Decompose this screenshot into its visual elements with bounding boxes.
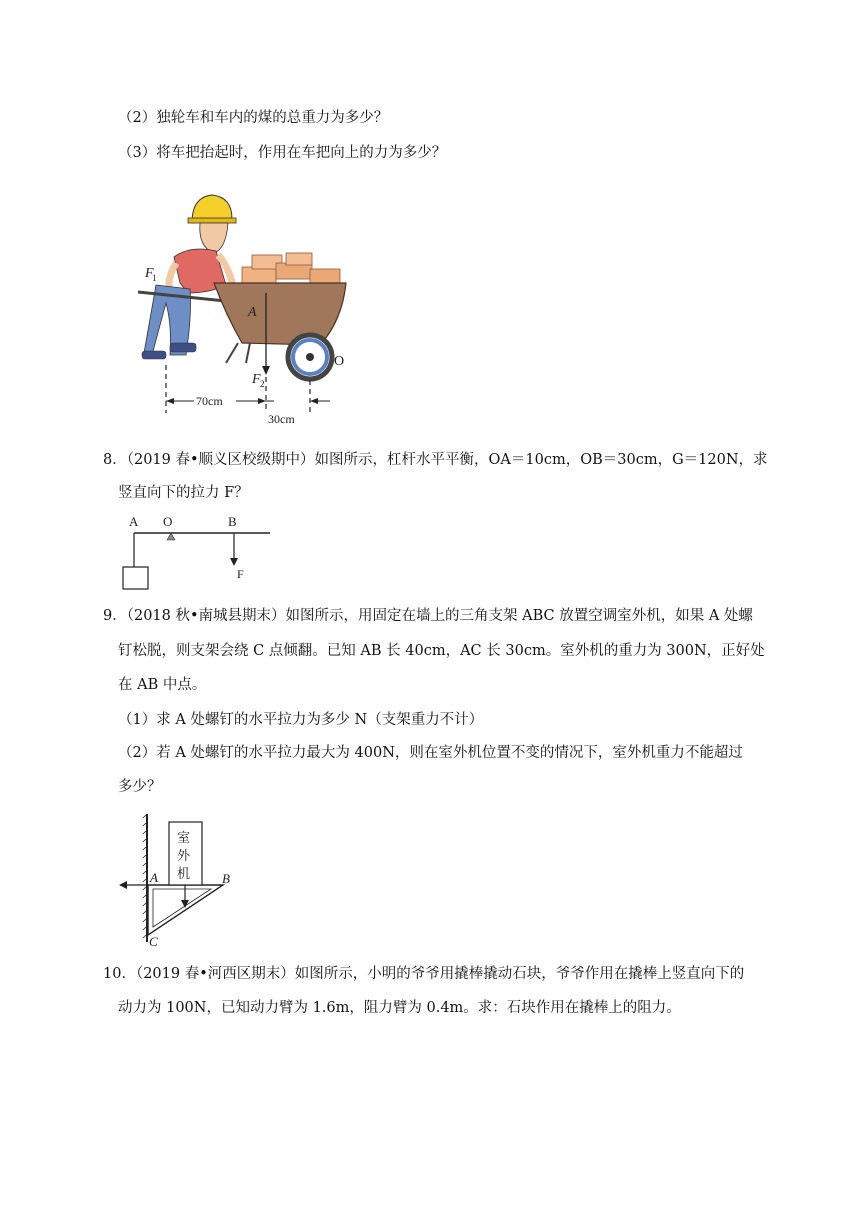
bracket-figure	[115, 810, 245, 950]
wheelbarrow-label-o: O	[334, 354, 345, 369]
q9-sub2b: 多少？	[118, 779, 162, 795]
lever-figure	[115, 512, 275, 592]
wheelbarrow-label-f2-sub: 2	[260, 379, 265, 389]
q9-sub2: （2）若 A 处螺钉的水平拉力最大为 400N，则在室外机位置不变的情况下，室外机重力不能超过	[118, 745, 743, 761]
q8-line2: 竖直向下的拉力 F？	[118, 485, 249, 501]
wheelbarrow-label-f1: F	[145, 266, 154, 281]
q9-line3: 在 AB 中点。	[118, 677, 207, 693]
wheelbarrow-dim-30: 30cm	[268, 412, 295, 426]
wheelbarrow-label-f2: F	[252, 372, 261, 387]
wheelbarrow-label-f1-sub: 1	[152, 273, 157, 283]
bracket-box-text-0: 室	[177, 830, 191, 845]
q9-line1: 9．（2018 秋•南城县期末）如图所示，用固定在墙上的三角支架 ABC 放置空调室外机，如果 A 处螺	[103, 608, 753, 624]
bracket-label-a: A	[150, 870, 158, 885]
bracket-box-text-2: 机	[177, 866, 191, 881]
lever-label-a: A	[129, 514, 139, 529]
wheelbarrow-figure	[130, 185, 370, 430]
q10-line2: 动力为 100N，已知动力臂为 1.6m，阻力臂为 0.4m。求：石块作用在撬棒上的阻力。	[118, 1000, 681, 1016]
q8-line1: 8．（2019 春•顺义区校级期中）如图所示，杠杆水平平衡，OA＝10cm，OB＝30cm，G＝120N，求	[103, 452, 768, 468]
wheelbarrow-dim-70: 70cm	[196, 394, 223, 408]
q7-sub2: （2）独轮车和车内的煤的总重力为多少？	[118, 110, 389, 126]
wheelbarrow-label-a: A	[248, 305, 257, 320]
lever-label-b: B	[228, 514, 237, 529]
lever-label-f: F	[237, 567, 244, 581]
q9-sub1: （1）求 A 处螺钉的水平拉力为多少 N（支架重力不计）	[118, 712, 484, 728]
bracket-label-c: C	[149, 934, 158, 949]
bracket-box-text-1: 外	[177, 848, 191, 863]
lever-label-o: O	[163, 514, 173, 529]
q9-line2: 钉松脱，则支架会绕 C 点倾翻。已知 AB 长 40cm，AC 长 30cm。室外机的重力为 300N，正好处	[118, 643, 765, 659]
q10-line1: 10．（2019 春•河西区期末）如图所示，小明的爷爷用撬棒撬动石块，爷爷作用在撬棒上竖直向下的	[103, 966, 745, 982]
bracket-label-b: B	[222, 871, 230, 886]
q7-sub3: （3）将车把抬起时，作用在车把向上的力为多少？	[118, 145, 447, 161]
